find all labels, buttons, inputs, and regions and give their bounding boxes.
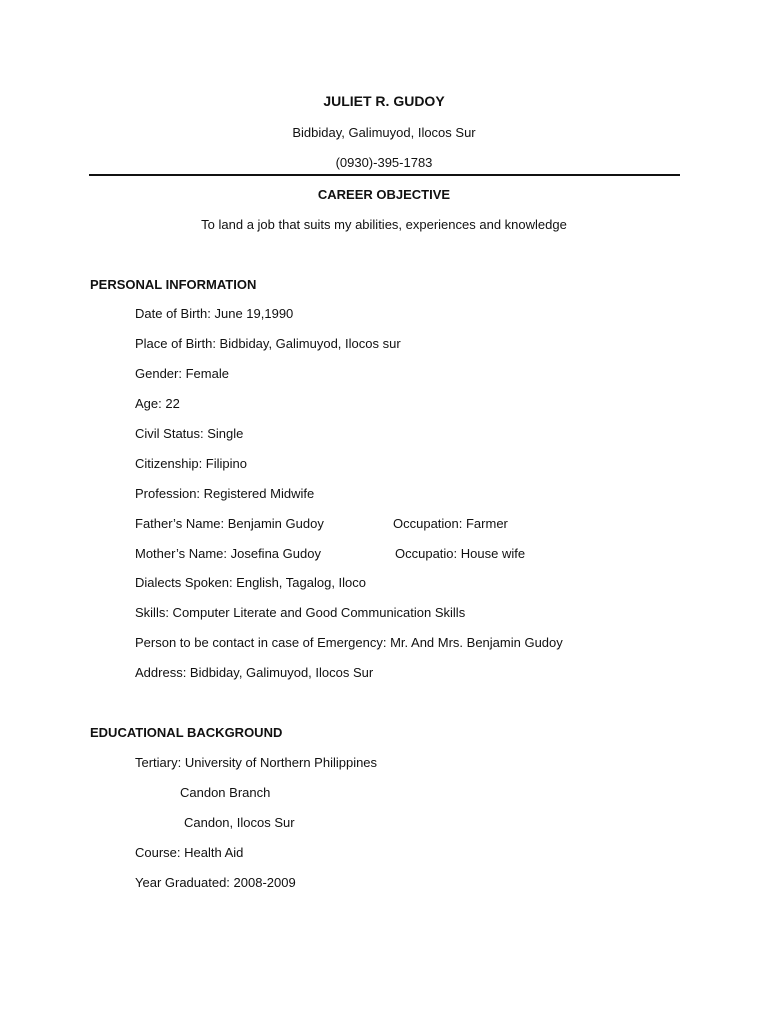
year-graduated: Year Graduated: 2008-2009: [135, 875, 296, 890]
personal-info-heading: PERSONAL INFORMATION: [90, 277, 257, 292]
dialects-spoken: Dialects Spoken: English, Tagalog, Iloco: [135, 575, 367, 590]
emergency-contact: Person to be contact in case of Emergency: Mr. And Mrs. Benjamin Gudoy: [135, 635, 563, 650]
civil-status: Civil Status: Single: [135, 426, 244, 441]
profession: Profession: Registered Midwife: [135, 486, 315, 501]
date-of-birth: Date of Birth: June 19,1990: [135, 306, 294, 321]
mother-name: Mother’s Name: Josefina Gudoy: [135, 546, 321, 561]
school-location: Candon, Ilocos Sur: [184, 815, 295, 830]
career-objective-text: To land a job that suits my abilities, experiences and knowledge: [201, 217, 567, 232]
personal-address: Address: Bidbiday, Galimuyod, Ilocos Sur: [135, 665, 374, 680]
father-name: Father’s Name: Benjamin Gudoy: [135, 516, 324, 531]
applicant-name: JULIET R. GUDOY: [323, 93, 445, 109]
applicant-phone: (0930)-395-1783: [335, 155, 433, 170]
father-occupation: Occupation: Farmer: [393, 516, 508, 531]
applicant-address: Bidbiday, Galimuyod, Ilocos Sur: [292, 125, 476, 140]
age: Age: 22: [135, 396, 180, 411]
skills: Skills: Computer Literate and Good Communication Skills: [135, 605, 466, 620]
education-heading: EDUCATIONAL BACKGROUND: [90, 725, 283, 740]
gender: Gender: Female: [135, 366, 229, 381]
place-of-birth: Place of Birth: Bidbiday, Galimuyod, Ilocos sur: [135, 336, 401, 351]
tertiary-school: Tertiary: University of Northern Philippines: [135, 755, 378, 770]
citizenship: Citizenship: Filipino: [135, 456, 247, 471]
header-divider: [89, 174, 680, 176]
career-objective-heading: CAREER OBJECTIVE: [317, 187, 451, 202]
course: Course: Health Aid: [135, 845, 244, 860]
school-branch: Candon Branch: [180, 785, 271, 800]
mother-occupation: Occupatio: House wife: [395, 546, 526, 561]
